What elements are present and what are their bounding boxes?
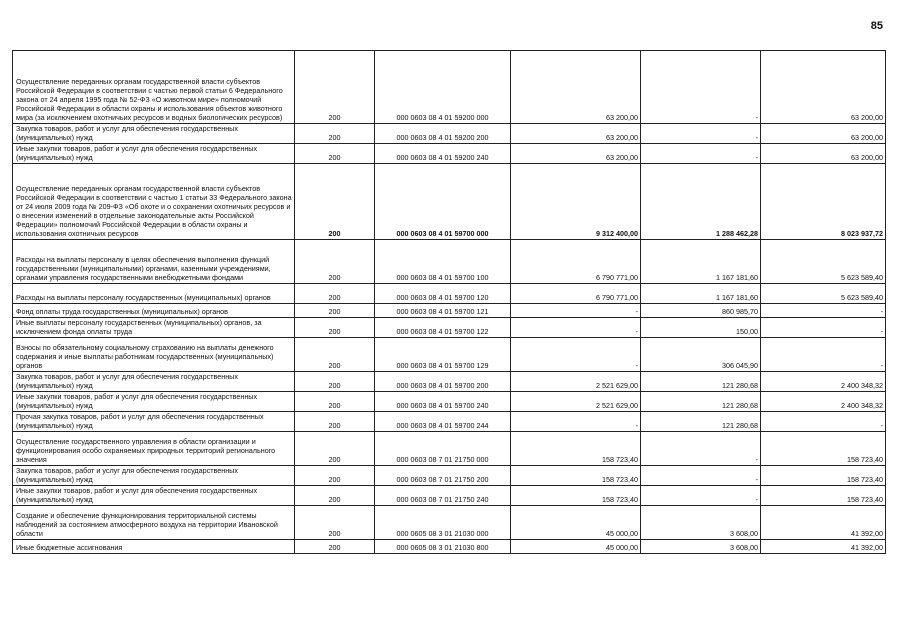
row-unexecuted-amount: 158 723,40 bbox=[761, 432, 886, 466]
row-code: 200 bbox=[295, 432, 375, 466]
row-description: Иные закупки товаров, работ и услуг для обеспечения государственных (муниципальных) нужд bbox=[13, 486, 295, 506]
row-executed-amount: 121 280,68 bbox=[641, 392, 761, 412]
row-approved-amount: 45 000,00 bbox=[511, 540, 641, 554]
row-approved-amount: 158 723,40 bbox=[511, 486, 641, 506]
row-classification-code: 000 0603 08 4 01 59700 120 bbox=[375, 284, 511, 304]
row-executed-amount: 3 608,00 bbox=[641, 540, 761, 554]
table-row bbox=[13, 466, 886, 486]
row-executed-amount: 1 167 181,60 bbox=[641, 240, 761, 284]
row-code: 200 bbox=[295, 540, 375, 554]
row-executed-amount: 150,00 bbox=[641, 318, 761, 338]
row-description: Осуществление переданных органам государственной власти субъектов Российской Федерации в соответствии с частью 1 статьи 33 Федерального закона от 24 июля 2009 года № 209-ФЗ «Об охоте и о сохранении охотничьих ресурсов и о внесении изменений в отдельные законодательные акты Российской Федерации» полномочий Российской Федерации в области охраны и использования охотничьих ресурсов bbox=[13, 164, 295, 240]
row-executed-amount: 121 280,68 bbox=[641, 412, 761, 432]
budget-table-body bbox=[13, 51, 886, 554]
table-row bbox=[13, 540, 886, 554]
table-row bbox=[13, 486, 886, 506]
row-code: 200 bbox=[295, 240, 375, 284]
row-approved-amount: - bbox=[511, 304, 641, 318]
row-unexecuted-amount: - bbox=[761, 304, 886, 318]
row-code: 200 bbox=[295, 506, 375, 540]
table-row bbox=[13, 392, 886, 412]
row-executed-amount: - bbox=[641, 51, 761, 124]
row-classification-code: 000 0603 08 4 01 59200 240 bbox=[375, 144, 511, 164]
row-code: 200 bbox=[295, 284, 375, 304]
row-description: Расходы на выплаты персоналу государственных (муниципальных) органов bbox=[13, 284, 295, 304]
table-row bbox=[13, 51, 886, 124]
row-description: Иные закупки товаров, работ и услуг для обеспечения государственных (муниципальных) нужд bbox=[13, 144, 295, 164]
row-code: 200 bbox=[295, 412, 375, 432]
row-executed-amount: 3 608,00 bbox=[641, 506, 761, 540]
row-classification-code: 000 0603 08 4 01 59700 100 bbox=[375, 240, 511, 284]
row-approved-amount: 2 521 629,00 bbox=[511, 392, 641, 412]
row-code: 200 bbox=[295, 51, 375, 124]
row-executed-amount: - bbox=[641, 124, 761, 144]
table-row bbox=[13, 124, 886, 144]
row-unexecuted-amount: 2 400 348,32 bbox=[761, 372, 886, 392]
row-unexecuted-amount: 41 392,00 bbox=[761, 540, 886, 554]
row-unexecuted-amount: 63 200,00 bbox=[761, 51, 886, 124]
table-row bbox=[13, 240, 886, 284]
row-unexecuted-amount: 5 623 589,40 bbox=[761, 284, 886, 304]
row-approved-amount: - bbox=[511, 318, 641, 338]
row-unexecuted-amount: - bbox=[761, 318, 886, 338]
row-classification-code: 000 0603 08 4 01 59700 122 bbox=[375, 318, 511, 338]
row-unexecuted-amount: 2 400 348,32 bbox=[761, 392, 886, 412]
row-approved-amount: 2 521 629,00 bbox=[511, 372, 641, 392]
row-classification-code: 000 0603 08 4 01 59700 244 bbox=[375, 412, 511, 432]
row-approved-amount: 63 200,00 bbox=[511, 144, 641, 164]
row-classification-code: 000 0605 08 3 01 21030 800 bbox=[375, 540, 511, 554]
row-executed-amount: - bbox=[641, 432, 761, 466]
row-unexecuted-amount: - bbox=[761, 338, 886, 372]
row-unexecuted-amount: 158 723,40 bbox=[761, 466, 886, 486]
table-row bbox=[13, 432, 886, 466]
row-classification-code: 000 0603 08 4 01 59700 129 bbox=[375, 338, 511, 372]
row-unexecuted-amount: 63 200,00 bbox=[761, 124, 886, 144]
row-executed-amount: - bbox=[641, 144, 761, 164]
row-approved-amount: 63 200,00 bbox=[511, 51, 641, 124]
row-classification-code: 000 0603 08 4 01 59700 240 bbox=[375, 392, 511, 412]
row-approved-amount: 6 790 771,00 bbox=[511, 240, 641, 284]
row-approved-amount: 45 000,00 bbox=[511, 506, 641, 540]
row-description: Осуществление государственного управления в области организации и функционирования особо охраняемых природных территорий регионального значения bbox=[13, 432, 295, 466]
row-executed-amount: 121 280,68 bbox=[641, 372, 761, 392]
table-row bbox=[13, 318, 886, 338]
row-unexecuted-amount: 5 623 589,40 bbox=[761, 240, 886, 284]
row-classification-code: 000 0603 08 4 01 59200 000 bbox=[375, 51, 511, 124]
row-classification-code: 000 0605 08 3 01 21030 000 bbox=[375, 506, 511, 540]
row-executed-amount: - bbox=[641, 486, 761, 506]
row-executed-amount: 1 288 462,28 bbox=[641, 164, 761, 240]
table-row bbox=[13, 144, 886, 164]
row-description: Иные выплаты персоналу государственных (муниципальных) органов, за исключением фонда оплаты труда bbox=[13, 318, 295, 338]
row-classification-code: 000 0603 08 7 01 21750 200 bbox=[375, 466, 511, 486]
table-row bbox=[13, 372, 886, 392]
row-code: 200 bbox=[295, 372, 375, 392]
row-code: 200 bbox=[295, 466, 375, 486]
row-executed-amount: 860 985,70 bbox=[641, 304, 761, 318]
row-description: Фонд оплаты труда государственных (муниципальных) органов bbox=[13, 304, 295, 318]
row-classification-code: 000 0603 08 4 01 59200 200 bbox=[375, 124, 511, 144]
row-approved-amount: 63 200,00 bbox=[511, 124, 641, 144]
row-description: Закупка товаров, работ и услуг для обеспечения государственных (муниципальных) нужд bbox=[13, 466, 295, 486]
row-description: Закупка товаров, работ и услуг для обеспечения государственных (муниципальных) нужд bbox=[13, 372, 295, 392]
row-executed-amount: 306 045,90 bbox=[641, 338, 761, 372]
row-code: 200 bbox=[295, 304, 375, 318]
row-description: Иные закупки товаров, работ и услуг для обеспечения государственных (муниципальных) нужд bbox=[13, 392, 295, 412]
row-unexecuted-amount: 8 023 937,72 bbox=[761, 164, 886, 240]
row-executed-amount: - bbox=[641, 466, 761, 486]
table-row bbox=[13, 304, 886, 318]
row-approved-amount: - bbox=[511, 338, 641, 372]
row-code: 200 bbox=[295, 486, 375, 506]
row-description: Расходы на выплаты персоналу в целях обеспечения выполнения функций государственными (муниципальными) органами, казенными учреждениями, органами управления государственными внебюджетными фондами bbox=[13, 240, 295, 284]
page-number: 85 bbox=[870, 20, 883, 32]
row-code: 200 bbox=[295, 392, 375, 412]
row-code: 200 bbox=[295, 124, 375, 144]
row-executed-amount: 1 167 181,60 bbox=[641, 284, 761, 304]
row-classification-code: 000 0603 08 7 01 21750 240 bbox=[375, 486, 511, 506]
table-row bbox=[13, 338, 886, 372]
row-approved-amount: 158 723,40 bbox=[511, 466, 641, 486]
budget-table bbox=[12, 50, 886, 554]
row-code: 200 bbox=[295, 144, 375, 164]
row-description: Закупка товаров, работ и услуг для обеспечения государственных (муниципальных) нужд bbox=[13, 124, 295, 144]
row-unexecuted-amount: 63 200,00 bbox=[761, 144, 886, 164]
row-description: Взносы по обязательному социальному страхованию на выплаты денежного содержания и иные выплаты работникам государственных (муниципальных) органов bbox=[13, 338, 295, 372]
row-description: Прочая закупка товаров, работ и услуг для обеспечения государственных (муниципальных) нужд bbox=[13, 412, 295, 432]
table-row bbox=[13, 284, 886, 304]
table-row bbox=[13, 506, 886, 540]
row-unexecuted-amount: - bbox=[761, 412, 886, 432]
row-code: 200 bbox=[295, 164, 375, 240]
row-code: 200 bbox=[295, 318, 375, 338]
row-unexecuted-amount: 158 723,40 bbox=[761, 486, 886, 506]
row-code: 200 bbox=[295, 338, 375, 372]
row-unexecuted-amount: 41 392,00 bbox=[761, 506, 886, 540]
row-classification-code: 000 0603 08 4 01 59700 200 bbox=[375, 372, 511, 392]
table-row bbox=[13, 412, 886, 432]
row-classification-code: 000 0603 08 4 01 59700 000 bbox=[375, 164, 511, 240]
table-row bbox=[13, 164, 886, 240]
row-classification-code: 000 0603 08 7 01 21750 000 bbox=[375, 432, 511, 466]
row-approved-amount: 9 312 400,00 bbox=[511, 164, 641, 240]
row-approved-amount: 158 723,40 bbox=[511, 432, 641, 466]
row-description: Создание и обеспечение функционирования территориальной системы наблюдений за состоянием атмосферного воздуха на территории Ивановской области bbox=[13, 506, 295, 540]
row-description: Иные бюджетные ассигнования bbox=[13, 540, 295, 554]
row-description: Осуществление переданных органам государственной власти субъектов Российской Федерации в соответствии с частью первой статьи 6 Федерального закона от 24 апреля 1995 года № 52-ФЗ «О животном мире» полномочий Российской Федерации в области охраны и использования объектов животного мира (за исключением охотничьих ресурсов и водных биологических ресурсов) bbox=[13, 51, 295, 124]
row-approved-amount: - bbox=[511, 412, 641, 432]
row-approved-amount: 6 790 771,00 bbox=[511, 284, 641, 304]
row-classification-code: 000 0603 08 4 01 59700 121 bbox=[375, 304, 511, 318]
